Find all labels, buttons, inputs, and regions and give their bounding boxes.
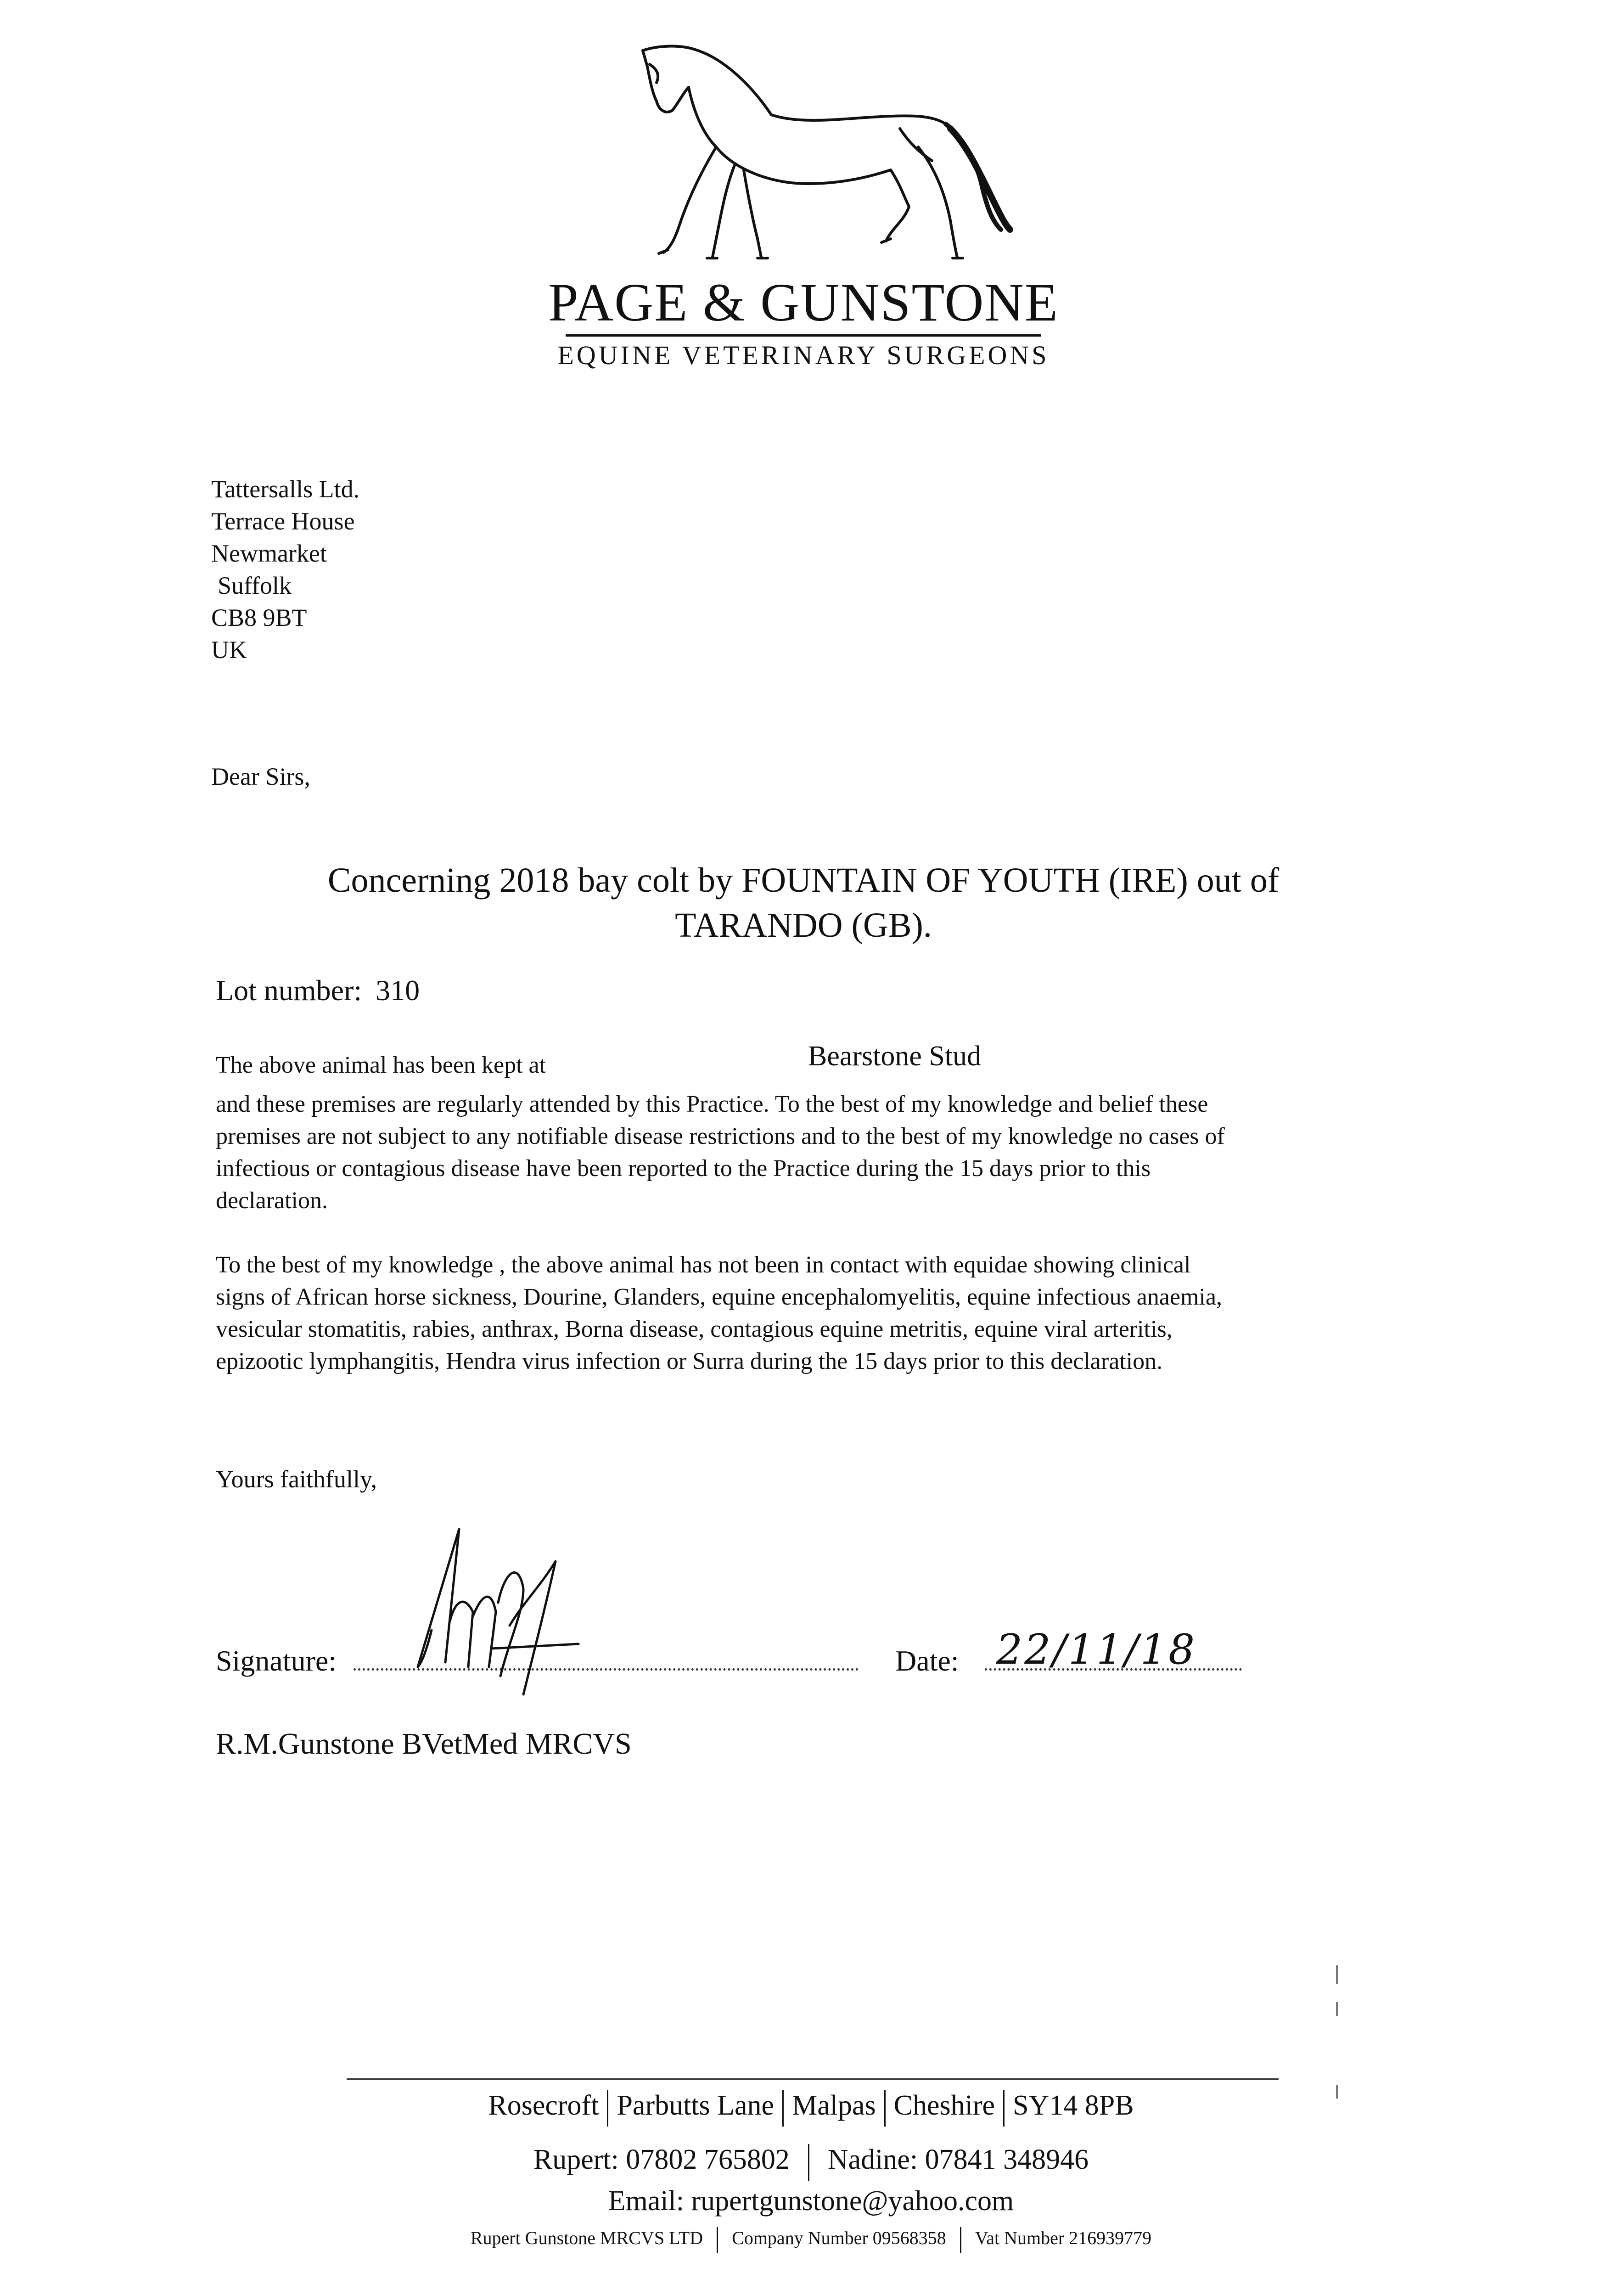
footer-divider bbox=[347, 2078, 1279, 2080]
paragraph-line: premises are not subject to any notifiable disease restrictions and to the best of my knowledge no cases of bbox=[216, 1123, 1225, 1149]
address-line: Newmarket bbox=[211, 540, 327, 567]
separator bbox=[717, 2227, 718, 2253]
brand-name: PAGE & GUNSTONE bbox=[548, 272, 1059, 332]
scan-speck bbox=[1336, 2002, 1338, 2016]
date-value: 22/11/18 bbox=[996, 1626, 1197, 1674]
signer-name: R.M.Gunstone BVetMed MRCVS bbox=[216, 1727, 632, 1761]
separator bbox=[960, 2227, 961, 2253]
company-name: Rupert Gunstone MRCVS LTD bbox=[470, 2228, 703, 2249]
paragraph-line: declaration. bbox=[216, 1187, 328, 1214]
footer-address-part: Parbutts Lane bbox=[617, 2090, 775, 2121]
separator bbox=[808, 2144, 809, 2181]
paragraph-line: and these premises are regularly attended by this Practice. To the best of my knowledge and belief these bbox=[216, 1091, 1208, 1117]
dressage-horse-logo-icon bbox=[542, 32, 1065, 280]
paragraph-line: infectious or contagious disease have been reported to the Practice during the 15 days prior to this bbox=[216, 1155, 1151, 1182]
subject-line-2: TARANDO (GB). bbox=[675, 906, 932, 945]
lot-label: Lot number: bbox=[216, 974, 362, 1007]
footer-address-part: Malpas bbox=[792, 2090, 876, 2121]
salutation: Dear Sirs, bbox=[211, 763, 310, 790]
phone-nadine: Nadine: 07841 348946 bbox=[827, 2144, 1089, 2175]
address-line: Terrace House bbox=[211, 507, 355, 535]
address-line: Suffolk bbox=[218, 572, 292, 599]
footer-address-part: SY14 8PB bbox=[1013, 2090, 1134, 2121]
footer-email: Email: rupertgunstone@yahoo.com bbox=[608, 2185, 1014, 2217]
address-line: UK bbox=[211, 636, 247, 664]
separator bbox=[884, 2090, 886, 2127]
recipient-address bbox=[211, 473, 359, 666]
company-number: Company Number 09568358 bbox=[732, 2228, 946, 2249]
closing: Yours faithfully, bbox=[216, 1465, 377, 1493]
declaration-paragraph-2 bbox=[216, 1249, 1391, 1378]
signature-label: Signature: bbox=[216, 1644, 337, 1677]
subject-line-1: Concerning 2018 bay colt by FOUNTAIN OF YOUTH (IRE) out of bbox=[327, 861, 1280, 900]
letterhead-logo bbox=[542, 32, 1065, 282]
kept-at-label: The above animal has been kept at bbox=[216, 1052, 546, 1078]
date-label: Date: bbox=[895, 1644, 959, 1677]
subject-heading bbox=[184, 858, 1423, 948]
separator bbox=[1003, 2090, 1005, 2127]
separator bbox=[782, 2090, 784, 2127]
lot-number bbox=[216, 974, 420, 1007]
premises-name: Bearstone Stud bbox=[808, 1041, 982, 1072]
paragraph-line: To the best of my knowledge , the above animal has not been in contact with equidae showing clinical bbox=[216, 1252, 1191, 1278]
separator bbox=[607, 2090, 608, 2127]
scan-speck bbox=[1336, 2085, 1338, 2099]
brand-subtitle: EQUINE VETERINARY SURGEONS bbox=[557, 340, 1050, 370]
address-line: CB8 9BT bbox=[211, 604, 307, 631]
paragraph-line: signs of African horse sickness, Dourine, Glanders, equine encephalomyelitis, equine infectious anaemia, bbox=[216, 1284, 1223, 1310]
declaration-paragraph-1 bbox=[216, 1088, 1391, 1217]
vat-number: Vat Number 216939779 bbox=[975, 2228, 1152, 2249]
handwritten-signature bbox=[404, 1511, 597, 1706]
scan-speck bbox=[1336, 1965, 1338, 1984]
footer-address-part: Cheshire bbox=[893, 2090, 995, 2121]
address-line: Tattersalls Ltd. bbox=[211, 475, 360, 503]
footer-address bbox=[0, 2089, 1622, 2127]
footer-phones bbox=[0, 2144, 1622, 2181]
phone-rupert: Rupert: 07802 765802 bbox=[533, 2144, 790, 2175]
paragraph-line: epizootic lymphangitis, Hendra virus infection or Surra during the 15 days prior to this declaration. bbox=[216, 1348, 1163, 1374]
lot-value: 310 bbox=[376, 974, 420, 1007]
paragraph-line: vesicular stomatitis, rabies, anthrax, Borna disease, contagious equine metritis, equine viral arteritis, bbox=[216, 1316, 1173, 1342]
brand-divider bbox=[566, 334, 1041, 337]
footer-company bbox=[0, 2227, 1622, 2253]
footer-address-part: Rosecroft bbox=[488, 2090, 599, 2121]
